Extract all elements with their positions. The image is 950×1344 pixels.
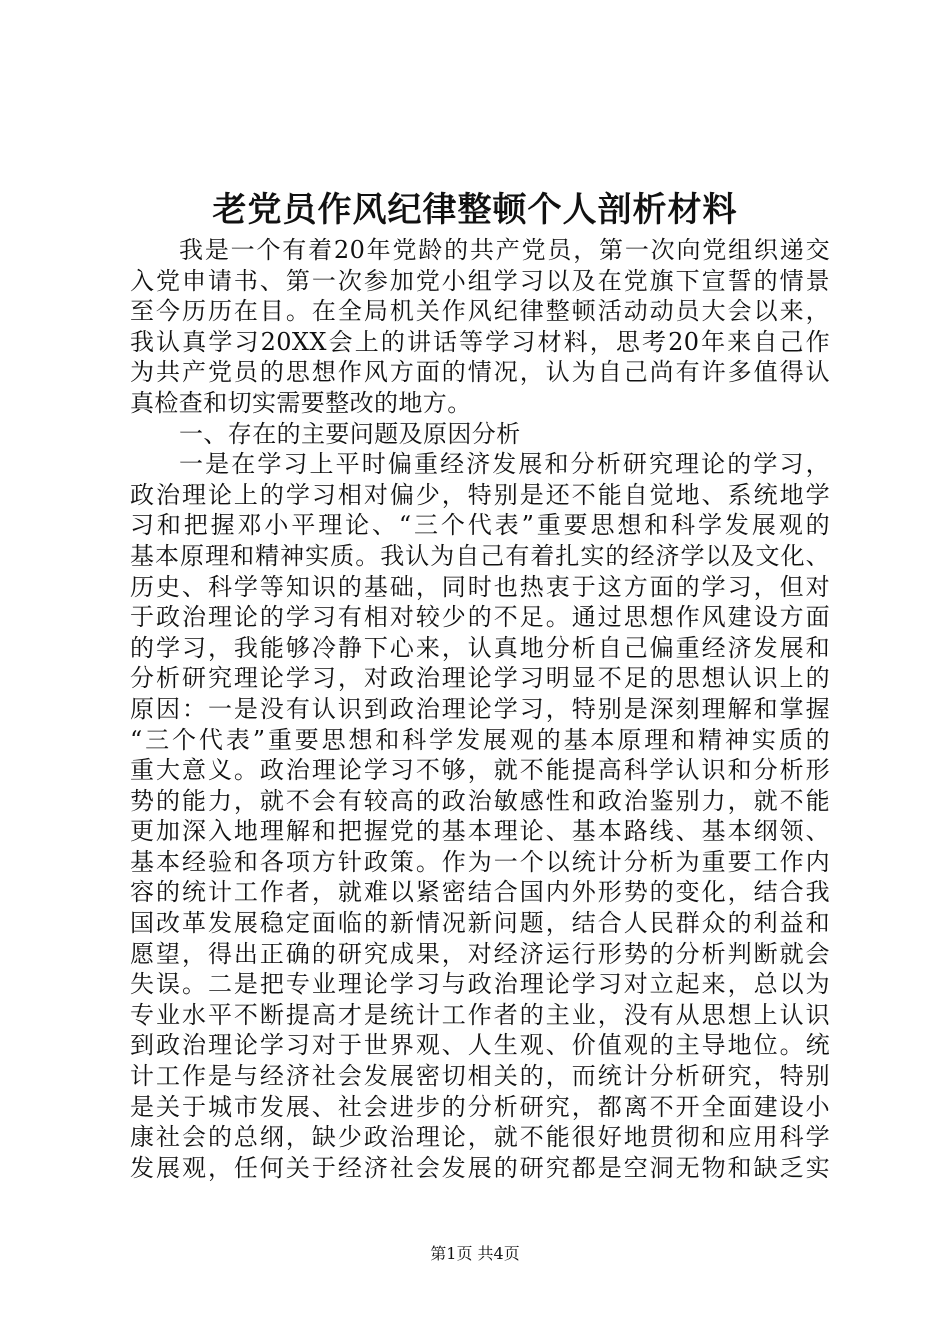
body-line: 习和把握邓小平理论、“三个代表”重要思想和科学发展观的 [130,511,830,540]
body-line: 失误。二是把专业理论学习与政治理论学习对立起来，总以为 [130,970,830,999]
body-line: 康社会的总纲，缺少政治理论，就不能很好地贯彻和应用科学 [130,1123,830,1152]
body-line: 于政治理论的学习有相对较少的不足。通过思想作风建设方面 [130,603,830,632]
document-body [130,235,830,1183]
body-line: 到政治理论学习对于世界观、人生观、价值观的主导地位。统 [130,1031,830,1060]
body-line: 我认真学习20XX会上的讲话等学习材料，思考20年来自己作 [130,327,830,356]
body-line: 历史、科学等知识的基础，同时也热衷于这方面的学习，但对 [130,572,830,601]
body-line: “三个代表”重要思想和科学发展观的基本原理和精神实质的 [130,725,830,754]
body-line: 真检查和切实需要整改的地方。 [130,388,472,417]
body-line: 一是在学习上平时偏重经济发展和分析研究理论的学习， [179,450,830,479]
body-line: 分析研究理论学习，对政治理论学习明显不足的思想认识上的 [130,664,830,693]
body-line: 的学习，我能够冷静下心来，认真地分析自己偏重经济发展和 [130,633,830,662]
body-line: 更加深入地理解和把握党的基本理论、基本路线、基本纲领、 [130,817,830,846]
body-line: 发展观，任何关于经济社会发展的研究都是空洞无物和缺乏实 [130,1153,830,1182]
body-line: 政治理论上的学习相对偏少，特别是还不能自觉地、系统地学 [130,480,830,509]
body-line: 容的统计工作者，就难以紧密结合国内外形势的变化，结合我 [130,878,830,907]
body-line: 计工作是与经济社会发展密切相关的，而统计分析研究，特别 [130,1062,830,1091]
body-line: 是关于城市发展、社会进步的分析研究，都离不开全面建设小 [130,1092,830,1121]
body-line: 入党申请书、第一次参加党小组学习以及在党旗下宣誓的情景 [130,266,830,295]
body-line: 一、存在的主要问题及原因分析 [179,419,521,448]
body-line: 基本经验和各项方针政策。作为一个以统计分析为重要工作内 [130,847,830,876]
body-line: 原因：一是没有认识到政治理论学习，特别是深刻理解和掌握 [130,694,830,723]
body-line: 基本原理和精神实质。我认为自己有着扎实的经济学以及文化、 [130,541,830,570]
page-footer: 第1页 共4页 [430,1244,520,1263]
body-line: 势的能力，就不会有较高的政治敏感性和政治鉴别力，就不能 [130,786,830,815]
body-line: 国改革发展稳定面临的新情况新问题，结合人民群众的利益和 [130,909,830,938]
body-line: 我是一个有着20年党龄的共产党员，第一次向党组织递交 [179,236,830,264]
body-line: 至今历历在目。在全局机关作风纪律整顿活动动员大会以来， [130,297,830,326]
body-line: 愿望，得出正确的研究成果，对经济运行形势的分析判断就会 [130,939,830,968]
body-line: 为共产党员的思想作风方面的情况，认为自己尚有许多值得认 [130,358,830,387]
body-line: 重大意义。政治理论学习不够，就不能提高科学认识和分析形 [130,756,830,785]
document-title: 老党员作风纪律整顿个人剖析材料 [212,190,738,230]
body-line: 专业水平不断提高才是统计工作者的主业，没有从思想上认识 [130,1000,830,1029]
